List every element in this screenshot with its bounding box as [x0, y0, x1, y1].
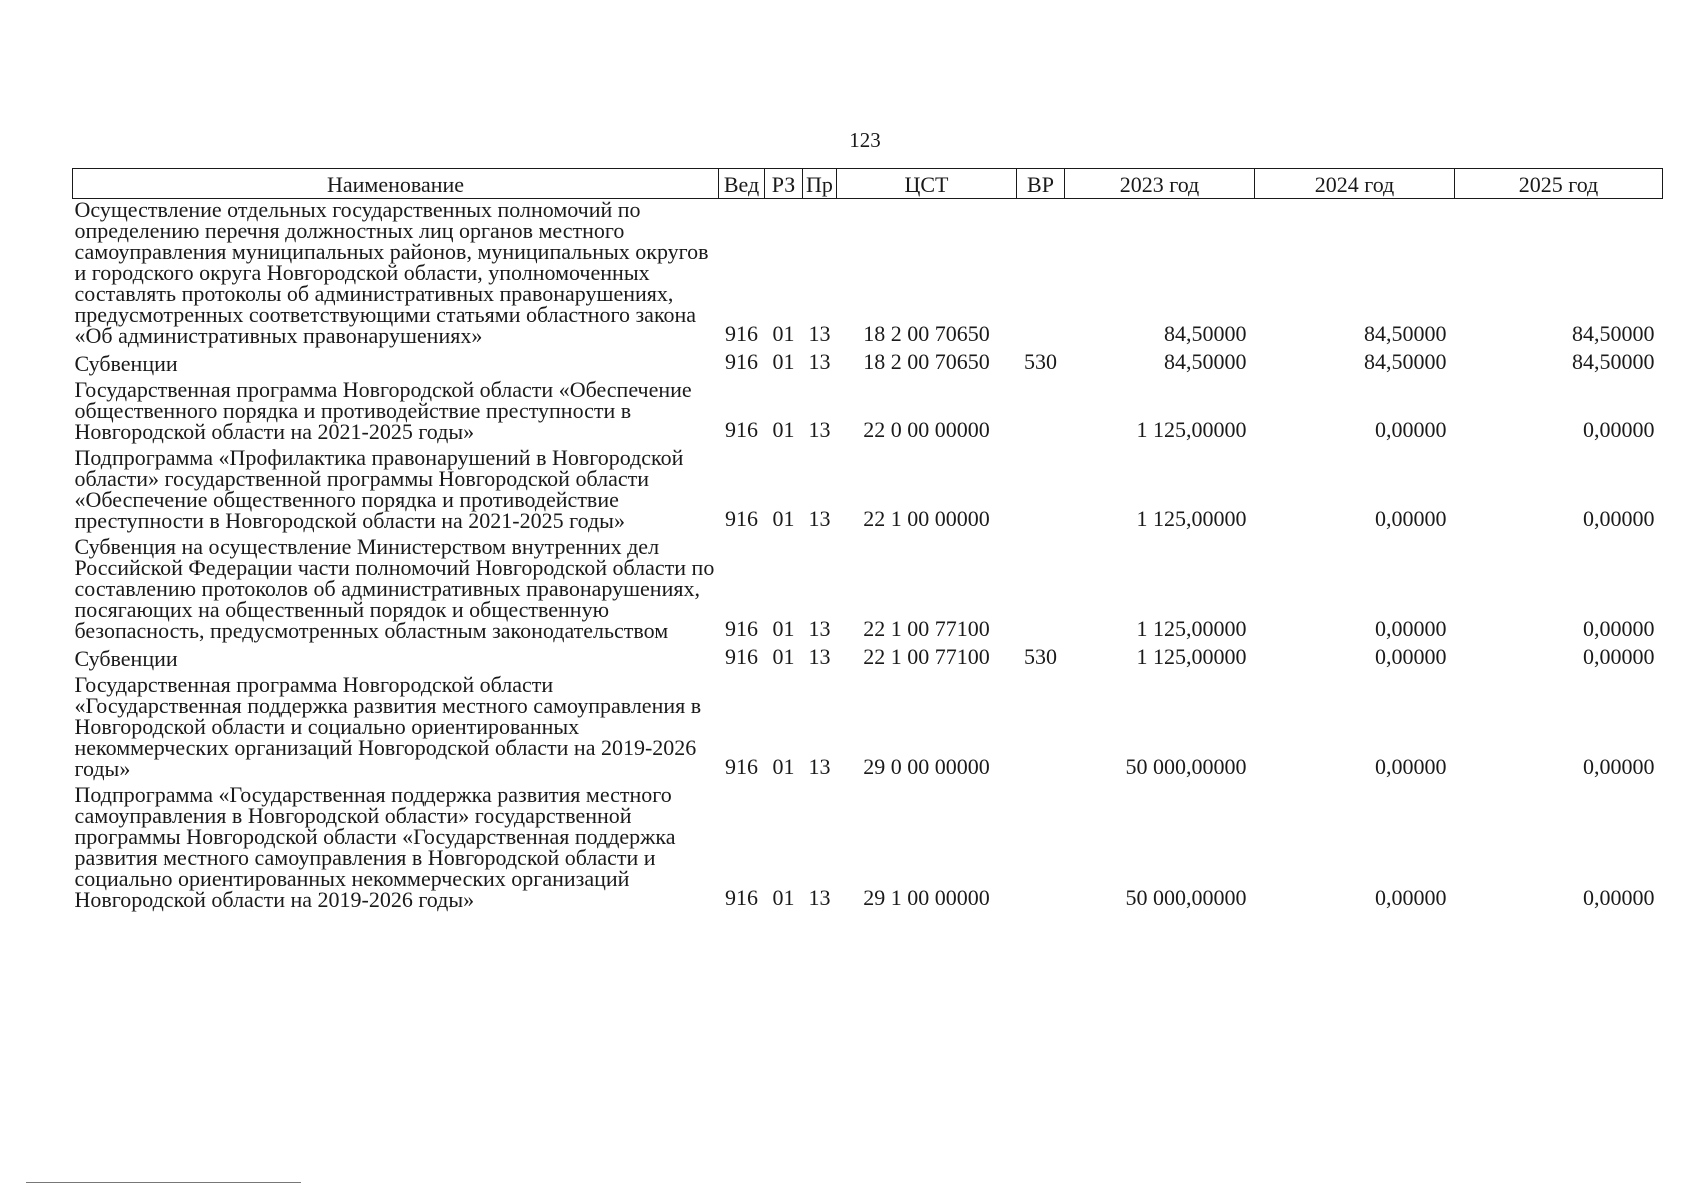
row-vr: [1017, 784, 1065, 915]
row-pr: 13: [808, 351, 831, 374]
row-2024: 0,00000: [1375, 506, 1447, 531]
row-ved: 916: [725, 506, 758, 531]
row-pr: 13: [808, 506, 831, 531]
row-ved: 916: [725, 754, 758, 779]
row-2024: 0,00000: [1375, 616, 1447, 641]
table-header: [73, 169, 1663, 199]
row-ved: 916: [725, 646, 758, 669]
row-vr: [1017, 199, 1065, 352]
row-2023: 1 125,00000: [1136, 646, 1247, 669]
row-name: Государственная программа Новгородской области «Государственная поддержка развития местного самоуправления в Новгородской области и социально ориентированных некоммерческих организаций Новгородской области на 2019-2026 годы»: [74, 674, 702, 781]
header-name: Наименование: [73, 169, 719, 199]
row-rz: 01: [772, 351, 795, 374]
row-vr: 530: [1024, 646, 1057, 669]
row-2024: 0,00000: [1375, 754, 1447, 779]
header-ved: Вед: [719, 169, 765, 199]
row-rz: 01: [772, 616, 795, 641]
row-2025: 0,00000: [1583, 616, 1655, 641]
footer-divider: [26, 1182, 301, 1183]
row-2024: 84,50000: [1364, 321, 1447, 346]
header-rz: РЗ: [765, 169, 803, 199]
row-cst: 22 0 00 00000: [863, 417, 990, 442]
table-row: [73, 784, 1663, 915]
row-rz: 01: [772, 321, 795, 346]
row-2025: 0,00000: [1583, 417, 1655, 442]
row-ved: 916: [725, 351, 758, 374]
row-pr: 13: [808, 646, 831, 669]
row-name: Государственная программа Новгородской области «Обеспечение общественного порядка и противодействие преступности в Новгородской области на 2021-2025 годы»: [74, 379, 692, 444]
row-name: Субвенции: [74, 351, 178, 376]
row-2024: 0,00000: [1375, 885, 1447, 910]
row-2024: 0,00000: [1375, 417, 1447, 442]
row-rz: 01: [772, 646, 795, 669]
table-row: [73, 646, 1663, 674]
row-name: Подпрограмма «Профилактика правонарушений в Новгородской области» государственной программы Новгородской области «Обеспечение общественного порядка и противодействие преступности в Новгородской области на 2021-2025 годы»: [74, 447, 684, 533]
row-name: Субвенция на осуществление Министерством внутренних дел Российской Федерации части полномочий Новгородской области по составлению протоколов об административных правонарушениях, посягающих на общественный порядок и общественную безопасность, предусмотренных областным законодательством: [74, 536, 715, 643]
row-2025: 0,00000: [1583, 754, 1655, 779]
row-2025: 0,00000: [1583, 506, 1655, 531]
table-row: [73, 199, 1663, 352]
table-body: [73, 199, 1663, 916]
row-rz: 01: [772, 417, 795, 442]
row-2023: 50 000,00000: [1125, 885, 1247, 910]
row-cst: 18 2 00 70650: [863, 321, 990, 346]
row-2023: 1 125,00000: [1136, 417, 1247, 442]
row-cst: 29 0 00 00000: [863, 754, 990, 779]
row-pr: 13: [808, 321, 831, 346]
header-vr: ВР: [1017, 169, 1065, 199]
page-number: 123: [849, 128, 881, 152]
row-cst: 18 2 00 70650: [863, 351, 990, 374]
row-vr: [1017, 536, 1065, 646]
header-2024: 2024 год: [1255, 169, 1455, 199]
row-pr: 13: [808, 417, 831, 442]
table-row: [73, 536, 1663, 646]
row-cst: 29 1 00 00000: [863, 885, 990, 910]
row-rz: 01: [772, 885, 795, 910]
row-pr: 13: [808, 616, 831, 641]
row-rz: 01: [772, 754, 795, 779]
header-2025: 2025 год: [1455, 169, 1663, 199]
table-row: [73, 379, 1663, 447]
row-2025: 84,50000: [1572, 321, 1655, 346]
table-row: [73, 351, 1663, 379]
table-row: [73, 447, 1663, 536]
row-cst: 22 1 00 77100: [863, 646, 990, 669]
header-cst: ЦСТ: [837, 169, 1017, 199]
row-ved: 916: [725, 885, 758, 910]
row-pr: 13: [808, 754, 831, 779]
row-2025: 0,00000: [1583, 885, 1655, 910]
row-2023: 84,50000: [1164, 351, 1247, 374]
row-ved: 916: [725, 321, 758, 346]
row-cst: 22 1 00 00000: [863, 506, 990, 531]
row-rz: 01: [772, 506, 795, 531]
budget-table: [72, 168, 1663, 915]
row-2023: 50 000,00000: [1125, 754, 1247, 779]
row-vr: 530: [1024, 351, 1057, 374]
row-2024: 0,00000: [1375, 646, 1447, 669]
row-ved: 916: [725, 616, 758, 641]
row-2023: 84,50000: [1164, 321, 1247, 346]
row-2025: 84,50000: [1572, 351, 1655, 374]
row-vr: [1017, 379, 1065, 447]
row-name: Осуществление отдельных государственных полномочий по определению перечня должностных лиц органов местного самоуправления муниципальных районов, муниципальных округов и городского округа Новгородской области, уполномоченных составлять протоколы об административных правонарушениях, предусмотренных соответствующими статьями областного закона «Об административных правонарушениях»: [74, 198, 709, 348]
row-2023: 1 125,00000: [1136, 506, 1247, 531]
row-2025: 0,00000: [1583, 646, 1655, 669]
header-pr: Пр: [803, 169, 837, 199]
row-2024: 84,50000: [1364, 351, 1447, 374]
row-name: Субвенции: [74, 646, 178, 671]
row-vr: [1017, 674, 1065, 784]
header-2023: 2023 год: [1065, 169, 1255, 199]
row-vr: [1017, 447, 1065, 536]
row-name: Подпрограмма «Государственная поддержка развития местного самоуправления в Новгородской области» государственной программы Новгородской области «Государственная поддержка развития местного самоуправления в Новгородской области и социально ориентированных некоммерческих организаций Новгородской области на 2019-2026 годы»: [74, 784, 676, 912]
table-row: [73, 674, 1663, 784]
row-ved: 916: [725, 417, 758, 442]
row-pr: 13: [808, 885, 831, 910]
row-cst: 22 1 00 77100: [863, 616, 990, 641]
row-2023: 1 125,00000: [1136, 616, 1247, 641]
